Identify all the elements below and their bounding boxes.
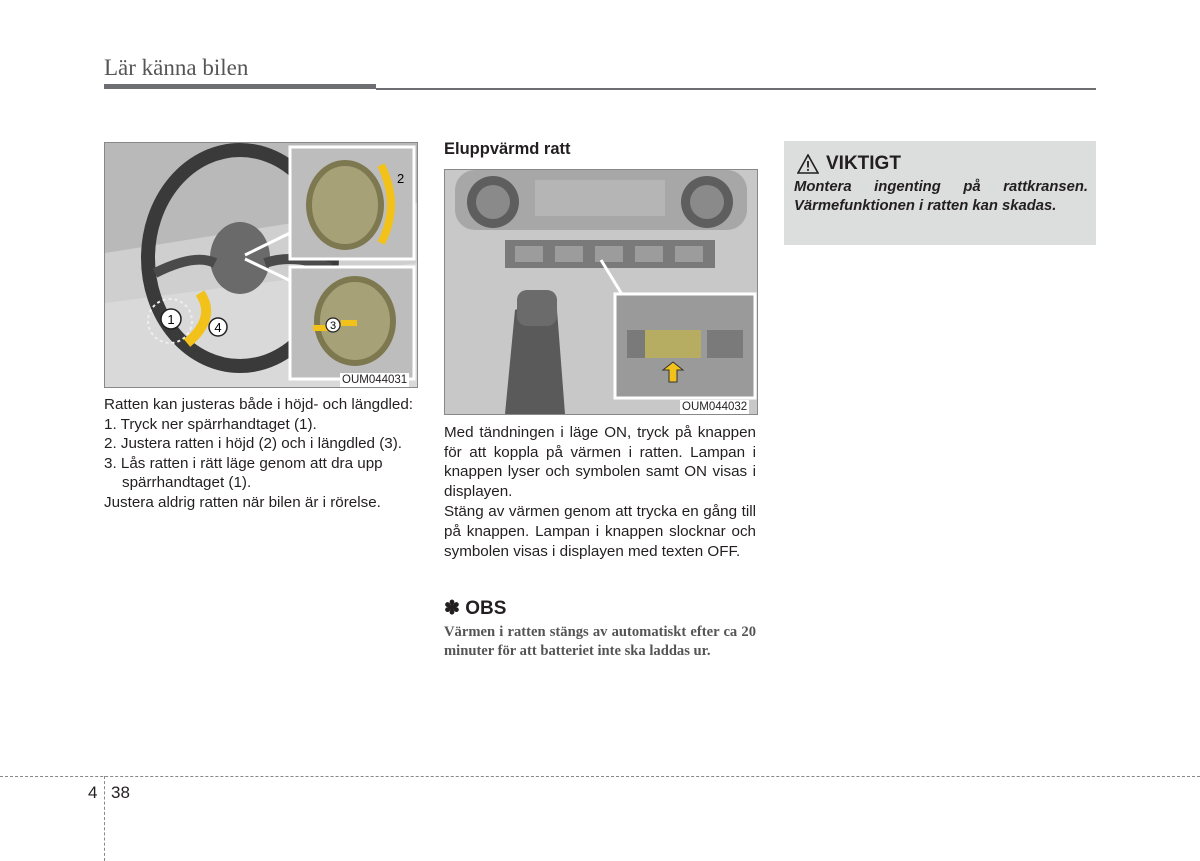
- adjust-intro: Ratten kan justeras både i höjd- och längdled:: [104, 396, 414, 413]
- step-2: 2. Justera ratten i höjd (2) och i längdled (3).: [104, 435, 403, 453]
- callout-2: 2: [397, 171, 405, 186]
- obs-text: Värmen i ratten stängs av automatiskt efter ca 20 minuter för att batteriet inte ska laddas ur.: [444, 624, 756, 659]
- warning-triangle-icon: [797, 154, 819, 174]
- middle-figure-caption: OUM044032: [682, 401, 748, 413]
- step-3: 3. Lås ratten i rätt läge genom att dra upp spärrhandtaget (1).: [104, 454, 383, 492]
- page-number: 38: [111, 783, 130, 802]
- footer-divider: [104, 776, 105, 861]
- header-rule-thin: [376, 88, 1096, 90]
- obs-title: ✽ OBS: [444, 598, 507, 619]
- chapter-number: 4: [88, 783, 98, 802]
- steering-adjust-illustration: [105, 143, 417, 387]
- heated-wheel-figure: [444, 169, 758, 415]
- page-header-title: Lär känna bilen: [104, 55, 249, 80]
- adjust-note: Justera aldrig ratten när bilen är i rörelse.: [104, 493, 381, 511]
- section-title: Eluppvärmd ratt: [444, 140, 571, 158]
- left-figure-caption: OUM044031: [342, 374, 408, 386]
- warning-text: Montera ingenting på rattkransen. Värmefunktionen i ratten kan skadas.: [794, 179, 1088, 214]
- left-column-text: [104, 395, 416, 513]
- middle-column-text: [444, 423, 756, 561]
- warning-box: [784, 141, 1096, 245]
- callout-4: 4: [214, 320, 222, 335]
- callout-3: 3: [329, 320, 337, 332]
- header-rule-thick: [104, 84, 376, 89]
- heat-off-paragraph: Stäng av värmen genom att trycka en gång till på knappen. Lampan i knappen slocknar och symbolen visas i displayen med texten OFF.: [444, 503, 756, 560]
- steering-adjust-figure: [104, 142, 418, 388]
- warning-title: VIKTIGT: [826, 153, 901, 174]
- heated-button-illustration: [445, 170, 757, 414]
- footer-rule: [0, 776, 1200, 777]
- step-1: 1. Tryck ner spärrhandtaget (1).: [104, 415, 317, 433]
- callout-1: 1: [167, 312, 175, 327]
- heat-on-paragraph: Med tändningen i läge ON, tryck på knappen för att koppla på värmen i ratten. Lampan i knappen lyser och symbolen samt ON visas i displayen.: [444, 424, 756, 500]
